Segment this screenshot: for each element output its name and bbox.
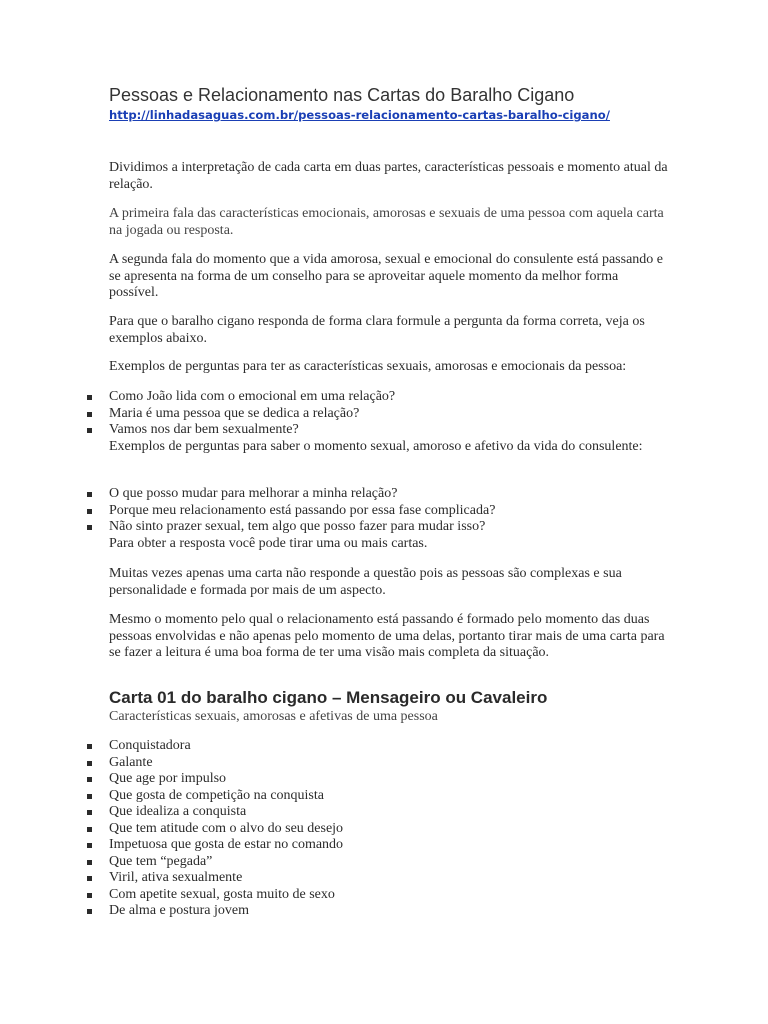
list-item: Que tem atitude com o alvo do seu desejo: [0, 821, 669, 838]
card01-traits-list: [0, 738, 669, 920]
after-examples-paragraph-2: Muitas vezes apenas uma carta não responde a questão pois as pessoas são complexas e sua personalidade e formada por mais de um aspecto.: [109, 566, 622, 598]
list-item: Maria é uma pessoa que se dedica a relação?: [0, 406, 669, 423]
intro-paragraph-3: A segunda fala do momento que a vida amorosa, sexual e emocional do consulente está passando e se apresenta na forma de um conselho para se aproveitar aquele momento da melhor forma possível.: [109, 252, 663, 300]
list-item: Que idealiza a conquista: [0, 804, 669, 821]
list-item: Como João lida com o emocional em uma relação?: [0, 389, 669, 406]
list-item: Conquistadora: [0, 738, 669, 755]
list-item: Vamos nos dar bem sexualmente?: [0, 422, 669, 439]
list-item: Viril, ativa sexualmente: [0, 870, 669, 887]
page-title: Pessoas e Relacionamento nas Cartas do Baralho Cigano: [109, 85, 575, 105]
list-item: Não sinto prazer sexual, tem algo que posso fazer para mudar isso?: [0, 519, 669, 536]
list-item: De alma e postura jovem: [0, 903, 669, 920]
intro-paragraph-2: A primeira fala das características emocionais, amorosas e sexuais de uma pessoa com aquela carta na jogada ou resposta.: [109, 206, 664, 238]
card01-subheading: Características sexuais, amorosas e afetivas de uma pessoa: [109, 709, 438, 724]
intro-paragraph-5: Exemplos de perguntas para ter as características sexuais, amorosas e emocionais da pessoa:: [109, 359, 627, 374]
list-item: O que posso mudar para melhorar a minha relação?: [0, 486, 669, 503]
moment-examples-list: [0, 486, 669, 536]
list-item: Que tem “pegada”: [0, 854, 669, 871]
list-item: Com apetite sexual, gosta muito de sexo: [0, 887, 669, 904]
intro-paragraph-1: Dividimos a interpretação de cada carta em duas partes, características pessoais e momento atual da relação.: [109, 160, 668, 192]
list-item: Porque meu relacionamento está passando por essa fase complicada?: [0, 503, 669, 520]
moment-examples-intro: Exemplos de perguntas para saber o momento sexual, amoroso e afetivo da vida do consulente:: [109, 439, 643, 454]
person-examples-list: [0, 389, 669, 439]
list-item: Que age por impulso: [0, 771, 669, 788]
source-link[interactable]: http://linhadasaguas.com.br/pessoas-relacionamento-cartas-baralho-cigano/: [109, 108, 610, 122]
after-examples-paragraph-1: Para obter a resposta você pode tirar uma ou mais cartas.: [109, 536, 428, 551]
intro-paragraph-4: Para que o baralho cigano responda de forma clara formule a pergunta da forma correta, veja os exemplos abaixo.: [109, 314, 645, 346]
list-item: Galante: [0, 755, 669, 772]
card01-heading: Carta 01 do baralho cigano – Mensageiro ou Cavaleiro: [109, 688, 548, 707]
after-examples-paragraph-3: Mesmo o momento pelo qual o relacionamento está passando é formado pelo momento das duas pessoas envolvidas e não apenas pelo momento de uma delas, portanto tirar mais de uma carta para se fazer a leitura é uma boa forma de ter uma visão mais completa da situação.: [109, 612, 665, 660]
list-item: Que gosta de competição na conquista: [0, 788, 669, 805]
list-item: Impetuosa que gosta de estar no comando: [0, 837, 669, 854]
